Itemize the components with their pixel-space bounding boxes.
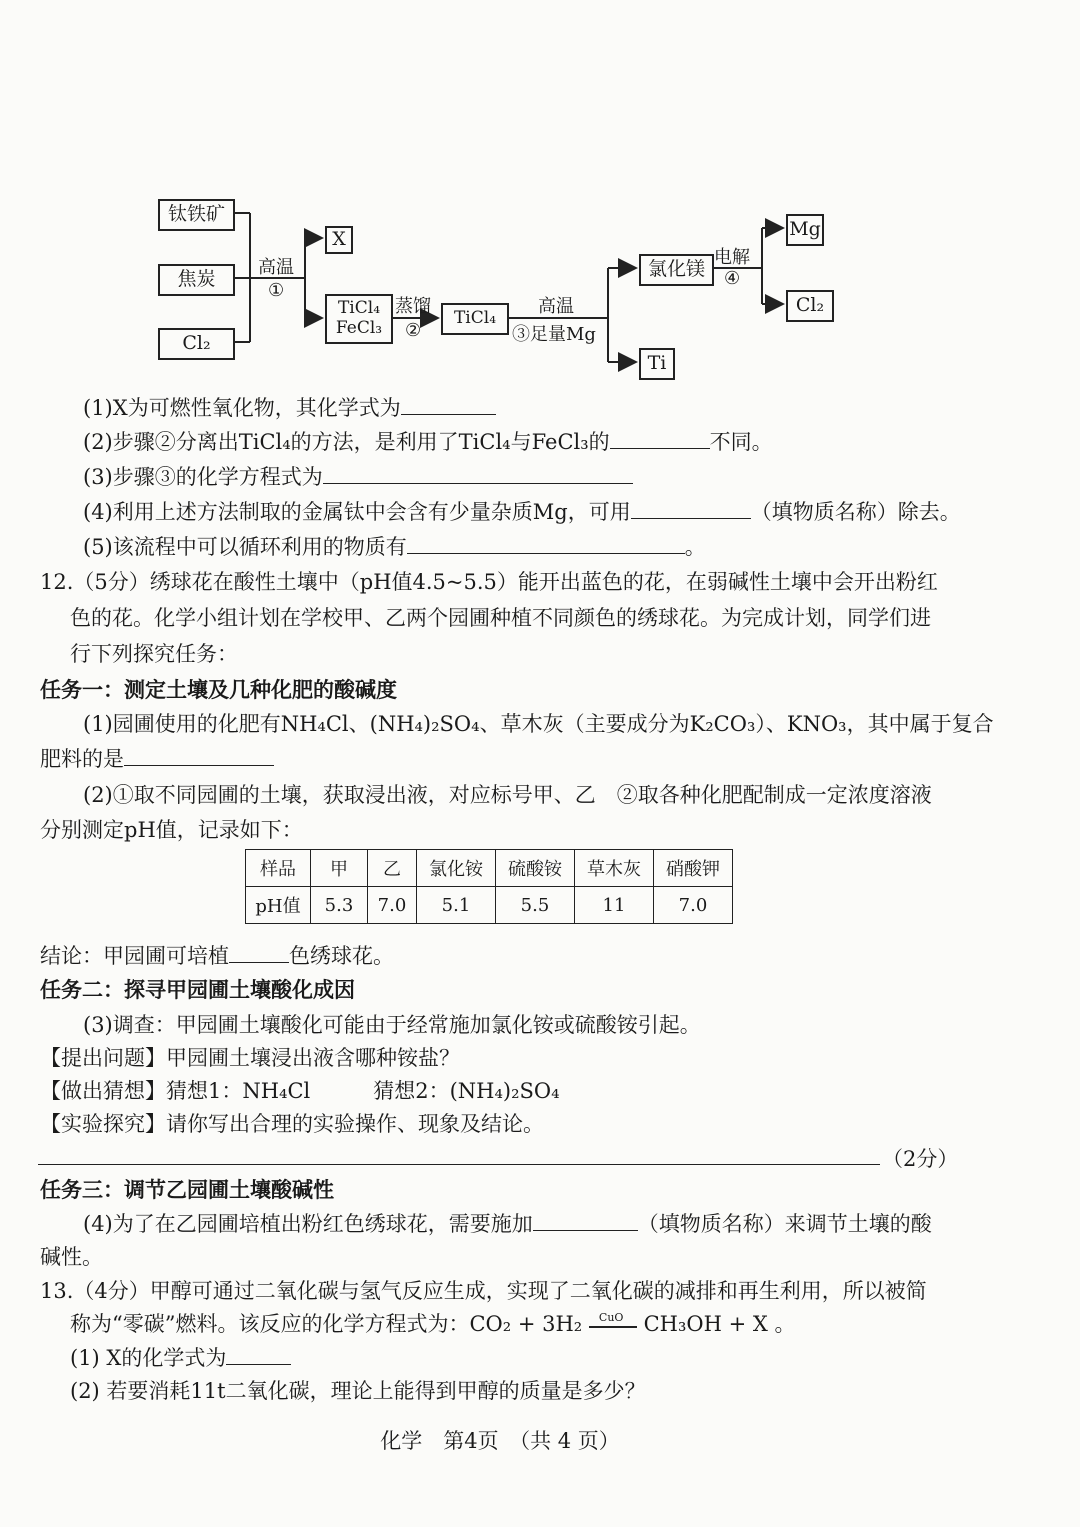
answer-blank[interactable] (401, 396, 496, 415)
flow-box-mg: Mg (786, 214, 824, 246)
answer-blank[interactable] (631, 500, 751, 519)
q13-intro-line2: 称为“零碳”燃料。该反应的化学方程式为：CO₂ + 3H₂ CuO CH₃OH + X 。 (70, 1311, 796, 1337)
answer-blank[interactable] (407, 535, 685, 554)
q12-intro-line2: 色的花。化学小组计划在学校甲、乙两个园圃种植不同颜色的绣球花。为完成计划，同学们进 (70, 606, 931, 630)
flow-box-mixture: TiCl₄ FeCl₃ (325, 294, 393, 344)
flow-box-x: X (325, 226, 353, 254)
q12-task2-score: （2分） (882, 1147, 959, 1171)
q12-task1-heading: 任务一：测定土壤及几种化肥的酸碱度 (40, 677, 397, 702)
table-header-cell: 硫酸铵 (496, 850, 575, 887)
table-header-cell: 乙 (368, 850, 417, 887)
q12-task2-question: 【提出问题】甲园圃土壤浸出液含哪种铵盐？ (40, 1046, 460, 1070)
q13-part1: (1) X的化学式为 (70, 1345, 291, 1371)
q11-part3: (3)步骤③的化学方程式为 (83, 464, 633, 490)
table-header-cell: 氯化铵 (417, 850, 496, 887)
q13-part2: (2) 若要消耗11t二氧化碳，理论上能得到甲醇的质量是多少？ (70, 1379, 646, 1403)
q12-task1-q2-line2: 分别测定pH值，记录如下： (40, 818, 303, 842)
flow-step1-label: 高温 (258, 257, 294, 278)
table-cell: 11 (575, 887, 654, 924)
answer-blank[interactable] (124, 747, 274, 766)
q12-task2-heading: 任务二：探寻甲园圃土壤酸化成因 (40, 977, 355, 1002)
q11-part4: (4)利用上述方法制取的金属钛中会含有少量杂质Mg，可用 （填物质名称）除去。 (83, 500, 961, 524)
q11-part5: (5)该流程中可以循环利用的物质有 。 (83, 535, 706, 559)
table-header-cell: 甲 (311, 850, 368, 887)
table-row (246, 887, 733, 924)
flow-box-ilmenite: 钛铁矿 (158, 199, 235, 231)
q11-part2: (2)步骤②分离出TiCl₄的方法，是利用了TiCl₄与FeCl₃的 不同。 (83, 430, 773, 454)
table-row (246, 850, 733, 887)
answer-blank[interactable] (323, 465, 633, 484)
flow-box-coke: 焦炭 (158, 264, 235, 296)
q12-task2-q3: (3)调查：甲园圃土壤酸化可能由于经常施加氯化铵或硫酸铵引起。 (83, 1013, 701, 1037)
flow-box-ticl4: TiCl₄ (441, 303, 509, 335)
flow-box-ti: Ti (639, 348, 675, 380)
answer-blank[interactable] (610, 430, 710, 449)
q13-intro-line1: 13.（4分）甲醇可通过二氧化碳与氢气反应生成，实现了二氧化碳的减排和再生利用，所以被简 (40, 1279, 927, 1303)
answer-blank[interactable] (229, 944, 289, 963)
flow-step2-label: 蒸馏 (395, 296, 431, 317)
table-cell: pH值 (246, 887, 311, 924)
q12-task3-q4-line2: 碱性。 (40, 1245, 103, 1269)
page-footer: 化学 第4页 （共 4 页） (380, 1429, 620, 1453)
table-cell: 7.0 (654, 887, 733, 924)
q12-intro-line1: 12.（5分）绣球花在酸性土壤中（pH值4.5~5.5）能开出蓝色的花，在弱碱性土壤中会开出粉红 (40, 570, 938, 594)
q12-intro-line3: 行下列探究任务： (70, 642, 238, 666)
q12-conclusion: 结论：甲园圃可培植 色绣球花。 (40, 944, 394, 968)
answer-blank[interactable] (533, 1212, 638, 1231)
flow-step2-num: ② (405, 320, 422, 341)
q12-task1-q1-line1: (1)园圃使用的化肥有NH₄Cl、(NH₄)₂SO₄、草木灰（主要成分为K₂CO₃）、KNO₃，其中属于复合 (83, 712, 994, 736)
table-cell: 5.1 (417, 887, 496, 924)
table-header-cell: 硝酸钾 (654, 850, 733, 887)
table-header-cell: 样品 (246, 850, 311, 887)
table-header-cell: 草木灰 (575, 850, 654, 887)
q11-part1: (1)X为可燃性氧化物，其化学式为 (83, 395, 496, 421)
table-cell: 5.5 (496, 887, 575, 924)
answer-line[interactable] (38, 1164, 880, 1165)
q12-task1-q2-line1: (2)①取不同园圃的土壤，获取浸出液，对应标号甲、乙 ②取各种化肥配制成一定浓度溶液 (83, 783, 932, 807)
q12-task3-q4-line1: (4)为了在乙园圃培植出粉红色绣球花，需要施加 （填物质名称）来调节土壤的酸 (83, 1212, 932, 1236)
reaction-arrow (589, 1310, 637, 1337)
flow-box-cl2: Cl₂ (786, 290, 834, 322)
table-cell: 7.0 (368, 887, 417, 924)
flow-step3-label: 高温 (538, 296, 574, 317)
flow-step4-num: ④ (724, 268, 741, 289)
flow-box-mgcl2: 氯化镁 (639, 254, 714, 286)
catalyst-label: CuO (598, 1310, 624, 1324)
answer-blank[interactable] (226, 1346, 291, 1365)
ph-table (245, 849, 733, 924)
q12-task1-q1-line2: 肥料的是 (40, 746, 274, 772)
q12-task2-experiment: 【实验探究】请你写出合理的实验操作、现象及结论。 (40, 1112, 544, 1136)
flow-step4-label: 电解 (714, 247, 750, 268)
table-cell: 5.3 (311, 887, 368, 924)
q12-task3-heading: 任务三：调节乙园圃土壤酸碱性 (40, 1177, 334, 1202)
flow-step1-num: ① (268, 280, 285, 301)
flow-step3-num: ③足量Mg (512, 324, 596, 345)
q12-task2-hypothesis: 【做出猜想】猜想1：NH₄Cl 猜想2：(NH₄)₂SO₄ (40, 1079, 560, 1103)
flow-box-chlorine: Cl₂ (158, 328, 235, 360)
